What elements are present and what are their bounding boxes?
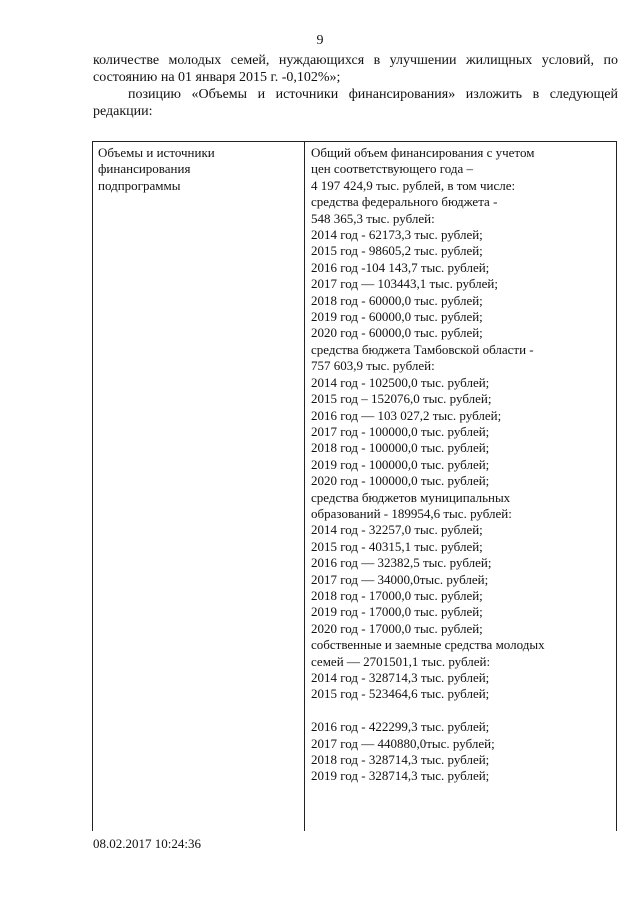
table-right-line: 2020 год - 60000,0 тыс. рублей; — [311, 325, 483, 341]
table-right-line: 757 603,9 тыс. рублей: — [311, 358, 435, 374]
page-number: 9 — [316, 33, 324, 48]
table-right-line: 2017 год — 440880,0тыс. рублей; — [311, 735, 495, 751]
intro-paragraph: количестве молодых семей, нуждающихся в улучшении жилищных условий, по состоянию на 01 января 2015 г. -0,102%»; — [93, 53, 618, 85]
table-left-line: финансирования — [98, 161, 191, 177]
table-left-line: подпрограммы — [98, 177, 181, 193]
table-right-line: цен соответствующего года – — [311, 161, 474, 177]
table-right-line: собственные и заемные средства молодых — [311, 637, 545, 653]
table-right-line: 2014 год - 62173,3 тыс. рублей; — [311, 227, 483, 243]
table-right-line: 2016 год — 32382,5 тыс. рублей; — [311, 555, 492, 571]
table-right-line: 2015 год - 98605,2 тыс. рублей; — [311, 243, 483, 259]
table-right-line: 2019 год - 100000,0 тыс. рублей; — [311, 456, 490, 472]
table-right-line: 2018 год - 328714,3 тыс. рублей; — [311, 752, 490, 768]
table-right-line: 2016 год - 422299,3 тыс. рублей; — [311, 719, 490, 735]
table-right-line: 2019 год - 328714,3 тыс. рублей; — [311, 768, 490, 784]
table-right-line: 2015 год - 523464,6 тыс. рублей; — [311, 686, 490, 702]
table-right-line: семей — 2701501,1 тыс. рублей: — [311, 653, 491, 669]
table-left-line: Объемы и источники — [98, 145, 215, 160]
table-right-line: Общий объем финансирования с учетом — [311, 145, 535, 160]
table-right-line: 4 197 424,9 тыс. рублей, в том числе: — [311, 177, 516, 193]
table-right-line: 2017 год - 100000,0 тыс. рублей; — [311, 423, 490, 439]
table-right-line: средства федерального бюджета - — [311, 194, 498, 210]
table-right-line: 2016 год -104 143,7 тыс. рублей; — [311, 259, 490, 275]
table-right-column — [305, 142, 616, 831]
table-right-line: 2017 год — 34000,0тыс. рублей; — [311, 571, 489, 587]
intro-paragraph: позицию «Объемы и источники финансирования» изложить в следующей редакции: — [93, 87, 618, 119]
funding-table — [92, 141, 617, 831]
table-right-line: 2014 год - 328714,3 тыс. рублей; — [311, 670, 490, 685]
table-right-line: 2019 год - 17000,0 тыс. рублей; — [311, 604, 483, 620]
table-right-line: 2014 год - 102500,0 тыс. рублей; — [311, 374, 490, 390]
table-right-line: средства бюджета Тамбовской области - — [311, 341, 534, 357]
table-right-line: средства бюджетов муниципальных — [311, 489, 511, 505]
intro-text — [93, 52, 618, 120]
table-left-column — [93, 142, 305, 831]
table-right-line: 2020 год - 17000,0 тыс. рублей; — [311, 620, 483, 636]
table-right-line: 2015 год – 152076,0 тыс. рублей; — [311, 391, 492, 407]
table-right-line: образований - 189954,6 тыс. рублей: — [311, 505, 512, 521]
table-right-line: 2017 год — 103443,1 тыс. рублей; — [311, 276, 498, 292]
timestamp: 08.02.2017 10:24:36 — [93, 836, 201, 851]
table-right-line: 2014 год - 32257,0 тыс. рублей; — [311, 522, 483, 538]
table-right-line: 2016 год — 103 027,2 тыс. рублей; — [311, 407, 502, 423]
table-right-line: 2020 год - 100000,0 тыс. рублей; — [311, 473, 490, 489]
table-right-line: 2019 год - 60000,0 тыс. рублей; — [311, 309, 483, 325]
blank-line — [311, 703, 610, 719]
table-right-line: 2018 год - 17000,0 тыс. рублей; — [311, 587, 483, 603]
table-right-line: 548 365,3 тыс. рублей: — [311, 210, 435, 226]
table-right-line: 2018 год - 100000,0 тыс. рублей; — [311, 440, 490, 456]
table-right-line: 2015 год - 40315,1 тыс. рублей; — [311, 538, 483, 554]
table-right-line: 2018 год - 60000,0 тыс. рублей; — [311, 292, 483, 308]
